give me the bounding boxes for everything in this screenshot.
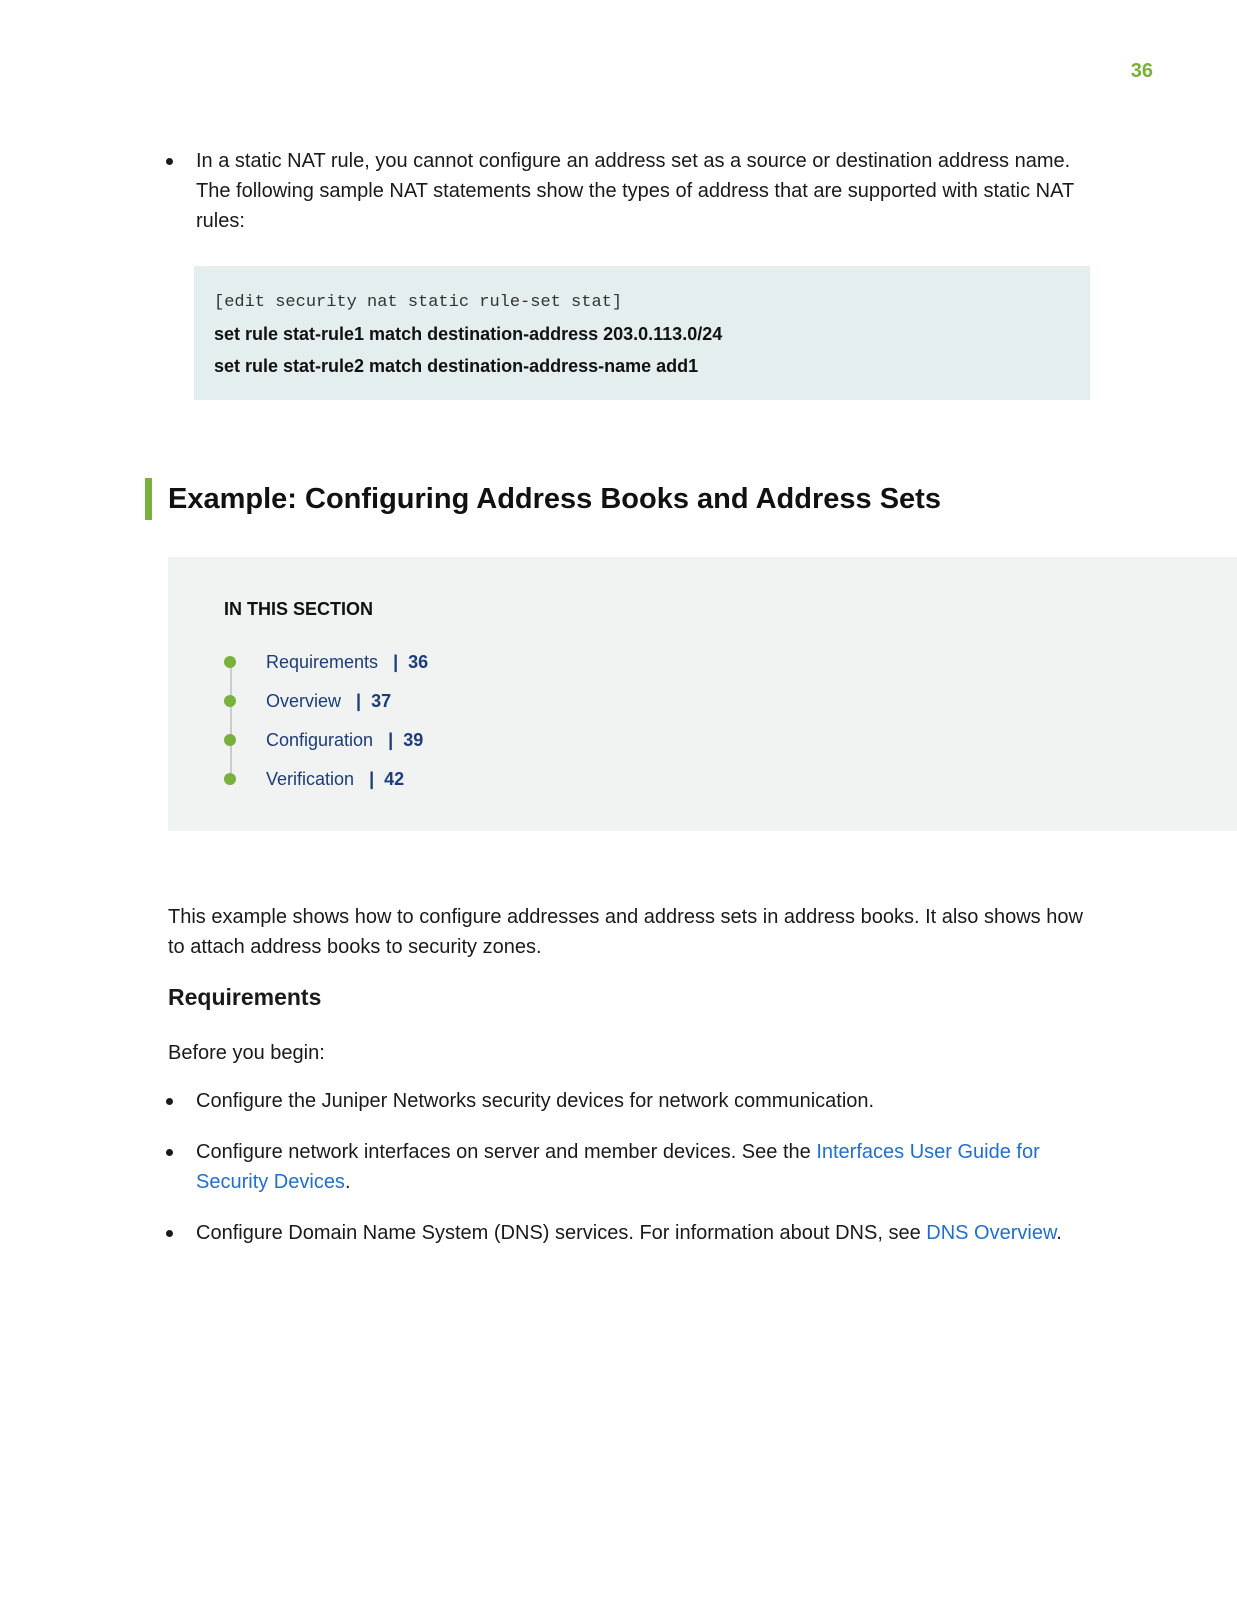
- toc-page-number: 37: [371, 691, 392, 711]
- requirement-item: [166, 1218, 1086, 1248]
- requirement-text: Configure network interfaces on server and member devices. See the Interfaces User Guide for Security Devices.: [196, 1141, 1040, 1193]
- requirement-item: [166, 1086, 1086, 1116]
- code-line-rule2: set rule stat-rule2 match destination-address-name add1: [214, 356, 699, 376]
- bullet-icon: [166, 1098, 173, 1105]
- toc-link-label: Requirements: [266, 652, 379, 672]
- in-this-section-box: [168, 557, 1237, 831]
- requirements-intro: Before you begin:: [168, 1042, 325, 1064]
- dns-overview-link[interactable]: DNS Overview: [926, 1222, 1057, 1244]
- requirement-text: Configure Domain Name System (DNS) services. For information about DNS, see DNS Overview.: [196, 1222, 1062, 1244]
- bullet-dot-icon: [224, 695, 236, 707]
- toc-link-label: Verification: [266, 769, 355, 789]
- section-heading: Example: Configuring Address Books and Address Sets: [168, 483, 941, 515]
- requirement-item: [166, 1137, 1086, 1197]
- toc-separator: |: [369, 769, 375, 789]
- toc-page-number: 42: [384, 769, 405, 789]
- nat-rule-bullet: [166, 146, 1086, 236]
- toc-link[interactable]: [266, 648, 428, 676]
- bullet-icon: [166, 158, 173, 165]
- bullet-icon: [166, 1230, 173, 1237]
- code-line-rule1: set rule stat-rule1 match destination-address 203.0.113.0/24: [214, 324, 723, 344]
- toc-link[interactable]: [266, 765, 404, 793]
- toc-separator: |: [393, 652, 399, 672]
- bullet-dot-icon: [224, 656, 236, 668]
- toc-page-number: 39: [403, 730, 424, 750]
- toc-separator: |: [356, 691, 362, 711]
- toc-title: IN THIS SECTION: [224, 599, 374, 619]
- page-number: 36: [1130, 60, 1153, 82]
- requirements-heading: Requirements: [168, 984, 322, 1010]
- bullet-icon: [166, 1149, 173, 1156]
- bullet-text: In a static NAT rule, you cannot configure an address set as a source or destination address name. The following sample NAT statements show the types of address that are supported with static NAT rules:: [196, 150, 1074, 232]
- toc-connector-line: [230, 657, 232, 773]
- toc-link[interactable]: [266, 687, 391, 715]
- code-line-context: [edit security nat static rule-set stat]: [214, 293, 623, 312]
- example-description: This example shows how to configure addresses and address sets in address books. It also shows how to attach address books to security zones.: [168, 906, 1083, 958]
- bullet-dot-icon: [224, 734, 236, 746]
- bullet-dot-icon: [224, 773, 236, 785]
- section-accent-bar: [145, 478, 152, 520]
- toc-separator: |: [388, 730, 394, 750]
- interfaces-guide-link[interactable]: Interfaces User Guide for Security Devices: [196, 1141, 1040, 1193]
- toc-link[interactable]: [266, 726, 423, 754]
- toc-link-label: Overview: [266, 691, 342, 711]
- code-block: [194, 266, 1090, 400]
- toc-link-label: Configuration: [266, 730, 374, 750]
- toc-page-number: 36: [408, 652, 429, 672]
- requirement-text: Configure the Juniper Networks security devices for network communication.: [196, 1090, 875, 1112]
